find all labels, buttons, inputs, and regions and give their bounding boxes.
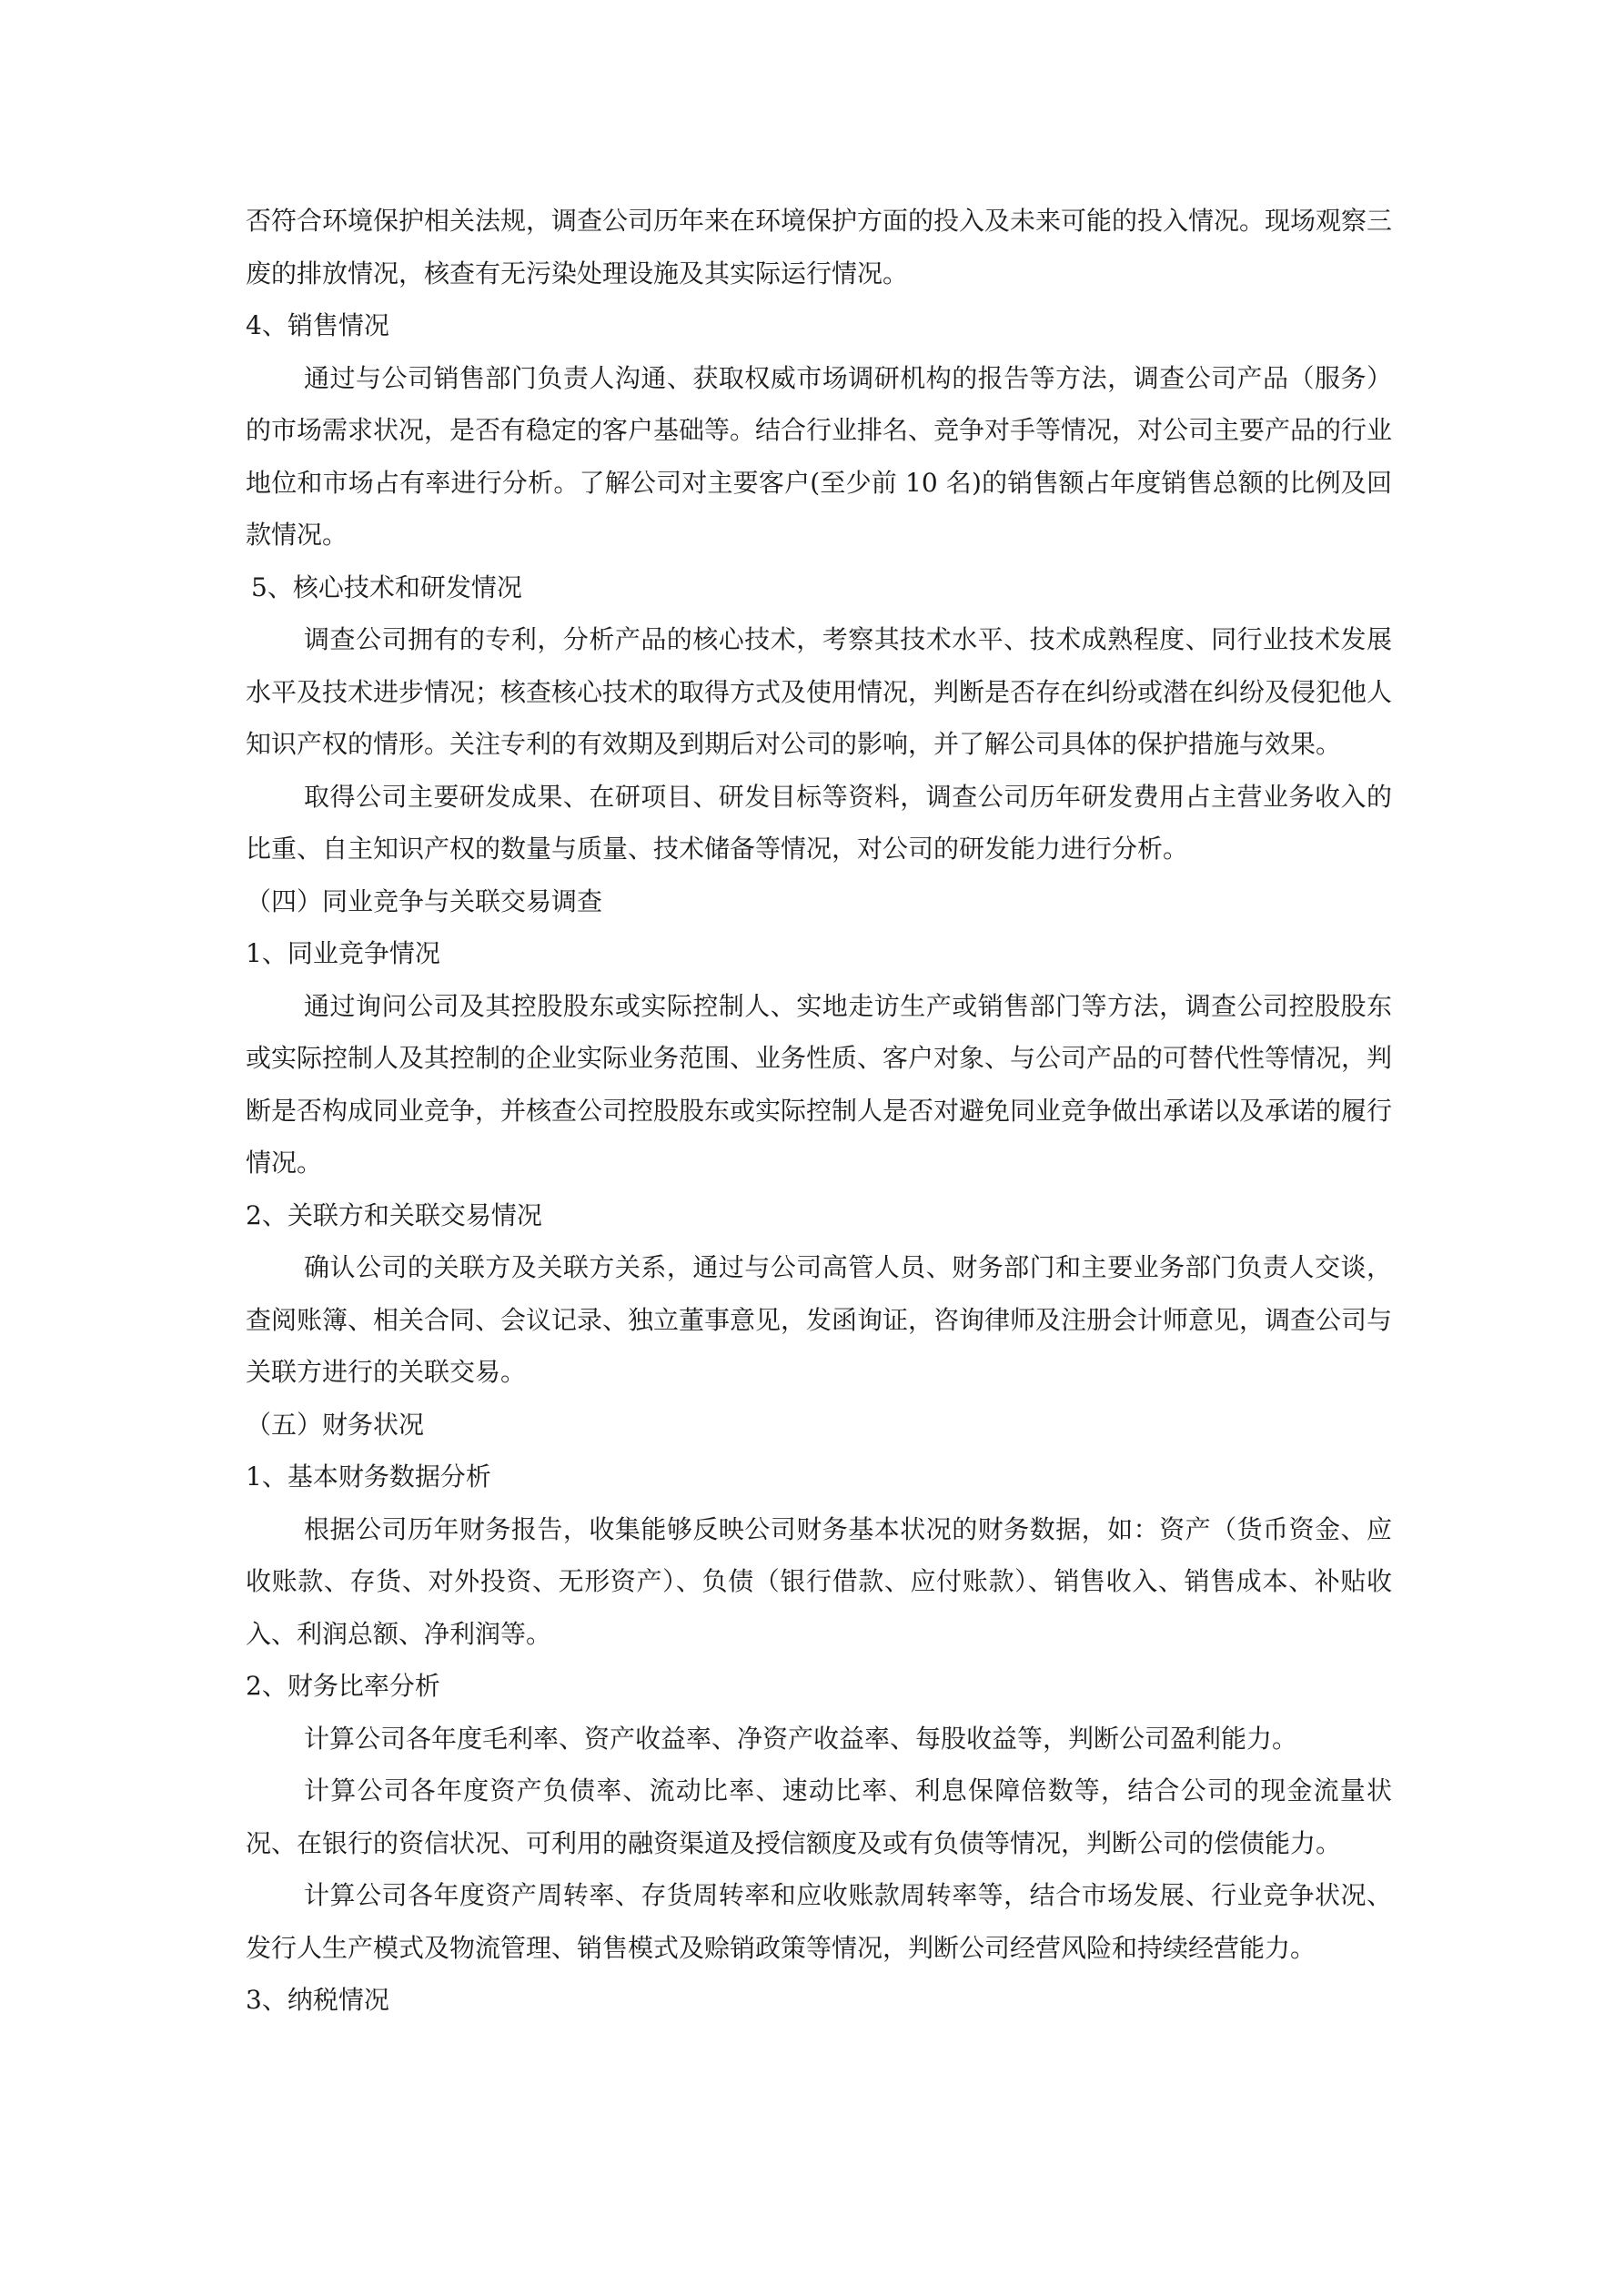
heading-competition-related-party: （四）同业竞争与关联交易调查 [246,885,603,916]
paragraph-profitability: 计算公司各年度毛利率、资产收益率、净资产收益率、每股收益等，判断公司盈利能力。 [304,1723,1298,1754]
paragraph-basic-financial-data: 根据公司历年财务报告，收集能够反映公司财务基本状况的财务数据，如：资产（货币资金、应收账款、存货、对外投资、无形资产）、负债（银行借款、应付账款）、销售收入、销售成本、补贴收入、利润总额、净利润等。 [246,1513,1392,1649]
paragraph-environment-continued: 否符合环境保护相关法规，调查公司历年来在环境保护方面的投入及未来可能的投入情况。现场观察三废的排放情况，核查有无污染处理设施及其实际运行情况。 [246,206,1393,288]
heading-tax: 3、纳税情况 [246,1985,389,2015]
paragraph-solvency: 计算公司各年度资产负债率、流动比率、速动比率、利息保障倍数等，结合公司的现金流量状况、在银行的资信状况、可利用的融资渠道及授信额度及或有负债等情况，判断公司的偿债能力。 [246,1775,1392,1858]
paragraph-patents: 调查公司拥有的专利，分析产品的核心技术，考察其技术水平、技术成熟程度、同行业技术发展水平及技术进步情况；核查核心技术的取得方式及使用情况，判断是否存在纠纷或潜在纠纷及侵犯他人知识产权的情形。关注专利的有效期及到期后对公司的影响，并了解公司具体的保护措施与效果。 [246,624,1393,759]
heading-core-technology: 5、核心技术和研发情况 [251,571,522,602]
heading-financial-status: （五）财务状况 [246,1409,425,1440]
paragraph-competition: 通过询问公司及其控股股东或实际控制人、实地走访生产或销售部门等方法，调查公司控股股东或实际控制人及其控制的企业实际业务范围、业务性质、客户对象、与公司产品的可替代性等情况，判断是否构成同业竞争，并核查公司控股股东或实际控制人是否对避免同业竞争做出承诺以及承诺的履行情况。 [246,990,1393,1178]
heading-sales: 4、销售情况 [246,310,389,340]
heading-related-party: 2、关联方和关联交易情况 [246,1199,542,1230]
paragraph-sales: 通过与公司销售部门负责人沟通、获取权威市场调研机构的报告等方法，调查公司产品（服务）的市场需求状况，是否有稳定的客户基础等。结合行业排名、竞争对手等情况，对公司主要产品的行业地位和市场占有率进行分析。了解公司对主要客户(至少前 10 名)的销售额占年度销售总额的比例及回款情况。 [246,362,1393,550]
paragraph-rnd: 取得公司主要研发成果、在研项目、研发目标等资料，调查公司历年研发费用占主营业务收入的比重、自主知识产权的数量与质量、技术储备等情况，对公司的研发能力进行分析。 [246,781,1392,864]
heading-basic-financial-data: 1、基本财务数据分析 [246,1462,491,1492]
heading-financial-ratios: 2、财务比率分析 [246,1671,440,1701]
paragraph-related-party: 确认公司的关联方及关联方关系，通过与公司高管人员、财务部门和主要业务部门负责人交谈，查阅账簿、相关合同、会议记录、独立董事意见，发函询证，咨询律师及注册会计师意见，调查公司与关联方进行的关联交易。 [246,1252,1393,1387]
heading-competition: 1、同业竞争情况 [246,938,440,968]
document-page [246,195,1392,2027]
paragraph-operating-risk: 计算公司各年度资产周转率、存货周转率和应收账款周转率等，结合市场发展、行业竞争状况、发行人生产模式及物流管理、销售模式及赊销政策等情况，判断公司经营风险和持续经营能力。 [246,1880,1392,1963]
